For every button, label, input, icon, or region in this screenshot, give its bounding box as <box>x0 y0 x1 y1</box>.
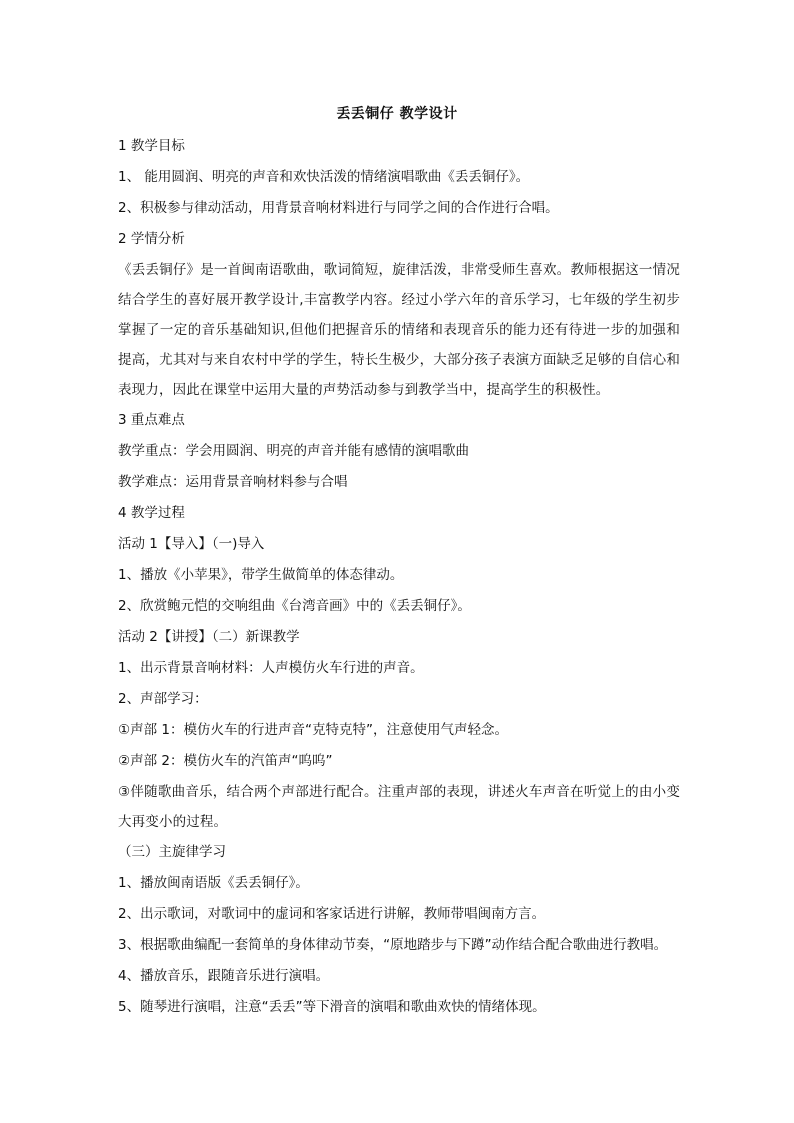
goal-item-1: 1、 能用圆润、明亮的声音和欢快活泼的情绪演唱歌曲《丢丢铜仔》。 <box>118 169 530 185</box>
document-title: 丢丢铜仔 教学设计 <box>336 106 458 122</box>
key-point-text: 教学重点：学会用圆润、明亮的声音并能有感情的演唱歌曲 <box>118 443 469 459</box>
activity-1-heading: 活动 1【导入】（一)导入 <box>118 536 265 552</box>
melody-heading: （三）主旋律学习 <box>118 844 226 860</box>
activity-2-item-1: 1、出示背景音响材料：人声模仿火车行进的声音。 <box>118 660 424 676</box>
melody-item-5: 5、随琴进行演唱，注意“丢丢”等下滑音的演唱和歌曲欢快的情绪体现。 <box>118 999 546 1015</box>
voice-part-3: ③伴随歌曲音乐，结合两个声部进行配合。注重声部的表现，讲述火车声音在听觉上的由小变大再变小的过程。 <box>118 784 680 830</box>
melody-item-2: 2、出示歌词，对歌词中的虚词和客家话进行讲解，教师带唱闽南方言。 <box>118 906 546 922</box>
document-body <box>118 131 680 1023</box>
difficulty-text: 教学难点：运用背景音响材料参与合唱 <box>118 474 348 490</box>
melody-item-3: 3、根据歌曲编配一套简单的身体律动节奏，“原地踏步与下蹲”动作结合配合歌曲进行教唱。 <box>118 937 668 953</box>
activity-1-item-1: 1、播放《小苹果》，带学生做简单的体态律动。 <box>118 567 404 583</box>
voice-part-1: ①声部 1：模仿火车的行进声音“克特克特”，注意使用气声轻念。 <box>118 722 508 738</box>
section-heading-analysis: 2 学情分析 <box>118 231 185 247</box>
activity-2-heading: 活动 2【讲授】（二）新课教学 <box>118 629 300 645</box>
voice-part-2: ②声部 2：模仿火车的汽笛声“呜呜” <box>118 753 333 769</box>
section-heading-goals: 1 教学目标 <box>118 138 185 154</box>
goal-item-2: 2、积极参与律动活动，用背景音响材料进行与同学之间的合作进行合唱。 <box>118 200 559 216</box>
analysis-paragraph: 《丢丢铜仔》是一首闽南语歌曲，歌词简短，旋律活泼，非常受师生喜欢。教师根据这一情况结合学生的喜好展开教学设计,丰富教学内容。经过小学六年的音乐学习，七年级的学生初步掌握了一定的音乐基础知识,但他们把握音乐的情绪和表现音乐的能力还有待进一步的加强和提高，尤其对与来自农村中学的学生，特长生极少，大部分孩子表演方面缺乏足够的自信心和表现力，因此在课堂中运用大量的声势活动参与到教学当中，提高学生的积极性。 <box>118 262 680 398</box>
melody-item-4: 4、播放音乐，跟随音乐进行演唱。 <box>118 968 330 984</box>
section-heading-process: 4 教学过程 <box>118 505 185 521</box>
activity-1-item-2: 2、欣赏鲍元恺的交响组曲《台湾音画》中的《丢丢铜仔》。 <box>118 598 471 614</box>
melody-item-1: 1、播放闽南语版《丢丢铜仔》。 <box>118 875 309 891</box>
activity-2-item-2: 2、声部学习： <box>118 691 208 707</box>
section-heading-key-points: 3 重点难点 <box>118 412 185 428</box>
